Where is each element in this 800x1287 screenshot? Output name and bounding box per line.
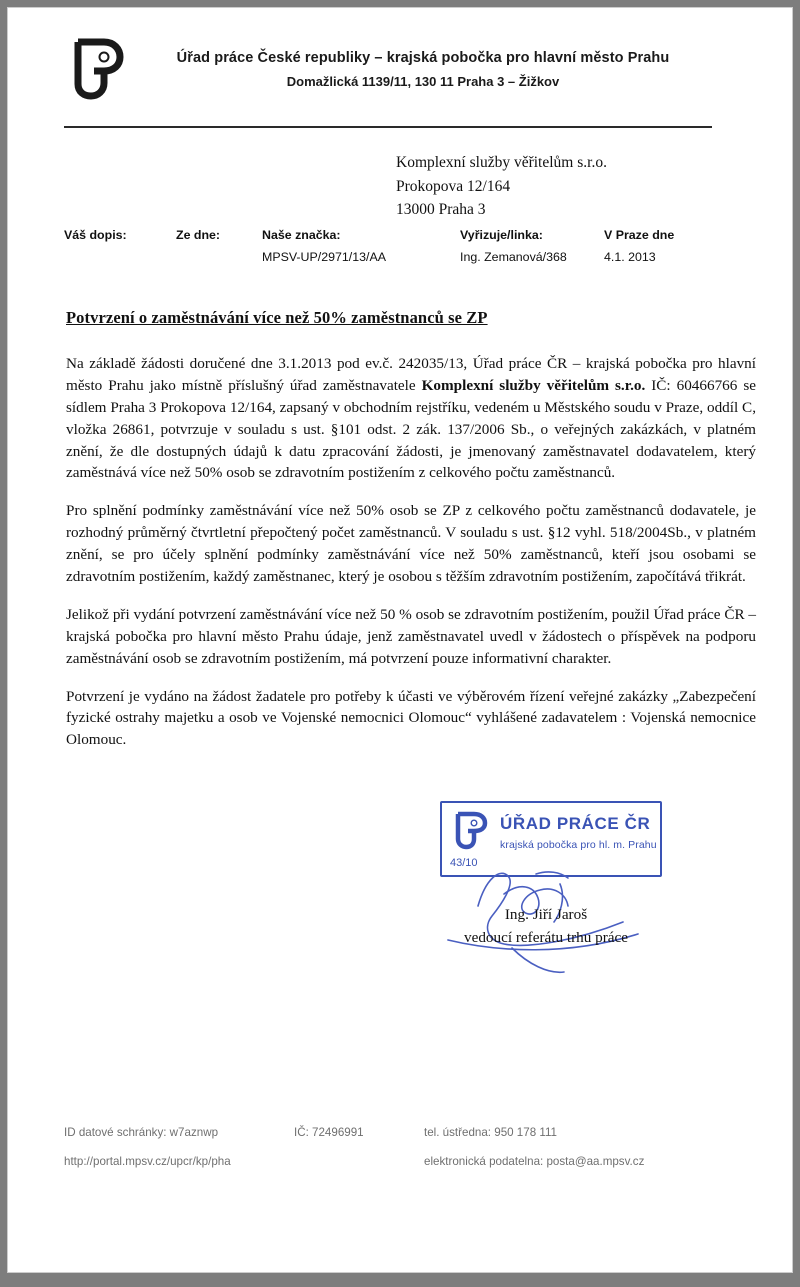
- up-cr-logo-icon: [64, 38, 134, 100]
- letterhead: [64, 38, 712, 100]
- addressee-company: Komplexní služby věřitelům s.r.o.: [396, 154, 607, 171]
- handled-by-column: [460, 228, 567, 264]
- our-mark-label: Naše značka:: [262, 228, 341, 242]
- handled-by-value: Ing. Zemanová/368: [460, 250, 567, 264]
- paragraph-1-part-2: IČ: 60466766 se sídlem Praha 3 Prokopova 12/164, zapsaný v obchodním rejstříku, vedeném u Městského soudu v Praze, oddíl C, vložka 26861, potvrzuje v souladu s ust. §101 odst. 2 zák. 137/2006 Sb., o veřejných zakázkách, v platném znění, že dle dostupných údajů k datu zpracování žádosti, je jmenovaný zaměstnavatel dodavatelem, který zaměstnává více než 50% osob se zdravotním postižením z celkového počtu zaměstnanců.: [66, 376, 756, 482]
- paragraph-4: Potvrzení je vydáno na žádost žadatele pro potřeby k účasti ve výběrovém řízení veřejné zakázky „Zabezpečení fyzické ostrahy majetku a osob ve Vojenské nemocnici Olomouc“ vyhlášené zadavatelem : Vojenská nemocnice Olomouc.: [66, 687, 756, 749]
- place-date-label: V Praze dne: [604, 228, 675, 242]
- place-date-value: 4.1. 2013: [604, 250, 656, 264]
- letterhead-line-1: Úřad práce České republiky – krajská pobočka pro hlavní město Prahu: [176, 50, 670, 66]
- addressee-block: [396, 151, 607, 222]
- page-title: Potvrzení o zaměstnávání více než 50% zaměstnanců se ZP: [66, 308, 488, 327]
- our-mark-value: MPSV-UP/2971/13/AA: [262, 250, 386, 264]
- official-stamp: [440, 801, 662, 877]
- your-letter-column: [64, 228, 127, 250]
- footer-column-left: [64, 1126, 231, 1184]
- footer-databox-id: ID datové schránky: w7aznwp: [64, 1126, 219, 1139]
- footer-phone: tel. ústředna: 950 178 111: [424, 1126, 557, 1139]
- footer-column-middle: [294, 1126, 364, 1155]
- paragraph-1: [66, 353, 756, 484]
- stamp-subtitle: krajská pobočka pro hl. m. Prahu: [500, 839, 657, 851]
- document-body: [66, 353, 756, 767]
- paragraph-1-part-1: Na základě žádosti doručené dne 3.1.2013 pod ev.č. 242035/13, Úřad práce ČR – krajská pobočka pro hlavní město Prahu jako místně příslušný úřad zaměstnavatele: [66, 355, 756, 394]
- document-page: [7, 7, 793, 1273]
- signer-position: vedoucí referátu trhu práce: [463, 928, 628, 946]
- stamp-number: 43/10: [450, 857, 478, 869]
- footer-column-right: [424, 1126, 644, 1184]
- date-label: Ze dne:: [176, 228, 221, 242]
- date-column: [176, 228, 220, 250]
- paragraph-1-company-name: Komplexní služby věřitelům s.r.o.: [421, 376, 646, 394]
- footer-portal-link[interactable]: http://portal.mpsv.cz/upcr/kp/pha: [64, 1155, 231, 1168]
- addressee-city: 13000 Praha 3: [396, 201, 486, 219]
- place-date-column: [604, 228, 674, 264]
- signature-block: [396, 904, 696, 950]
- footer-ico: IČ: 72496991: [294, 1126, 364, 1139]
- letterhead-line-2: Domažlická 1139/11, 130 11 Praha 3 – Žižkov: [286, 74, 560, 89]
- stamp-up-cr-logo-icon: [450, 811, 492, 851]
- footer-email[interactable]: elektronická podatelna: posta@aa.mpsv.cz: [424, 1155, 645, 1168]
- stamp-title: ÚŘAD PRÁCE ČR: [500, 814, 651, 833]
- header-divider: [64, 126, 712, 128]
- your-letter-label: Váš dopis:: [64, 228, 127, 242]
- paragraph-2: Pro splnění podmínky zaměstnávání více než 50% osob se ZP z celkového počtu zaměstnanců dodavatele, je rozhodný průměrný čtvrtletní přepočtený počet zaměstnanců. V souladu s ust. §12 vyhl. 518/2004Sb., v platném znění, se pro účely splnění podmínky zaměstnávání více než 50% zaměstnanců, kteří jsou osobami se zdravotním postižením, každý zaměstnanec, který je osobou s těžším zdravotním postižením, započítává třikrát.: [66, 502, 756, 586]
- our-mark-column: [262, 228, 386, 264]
- addressee-street: Prokopova 12/164: [396, 177, 511, 195]
- handled-by-label: Vyřizuje/linka:: [460, 228, 543, 242]
- paragraph-3: Jelikož při vydání potvrzení zaměstnávání více než 50 % osob se zdravotním postižením, použil Úřad práce ČR – krajská pobočka pro hlavní město Prahu údaje, jenž zaměstnavatel uvedl v žádostech o příspěvek na podporu zaměstnávání osob se zdravotním postižením, má potvrzení pouze informativní charakter.: [66, 605, 756, 667]
- signer-name: Ing. Jiří Jaroš: [504, 906, 588, 923]
